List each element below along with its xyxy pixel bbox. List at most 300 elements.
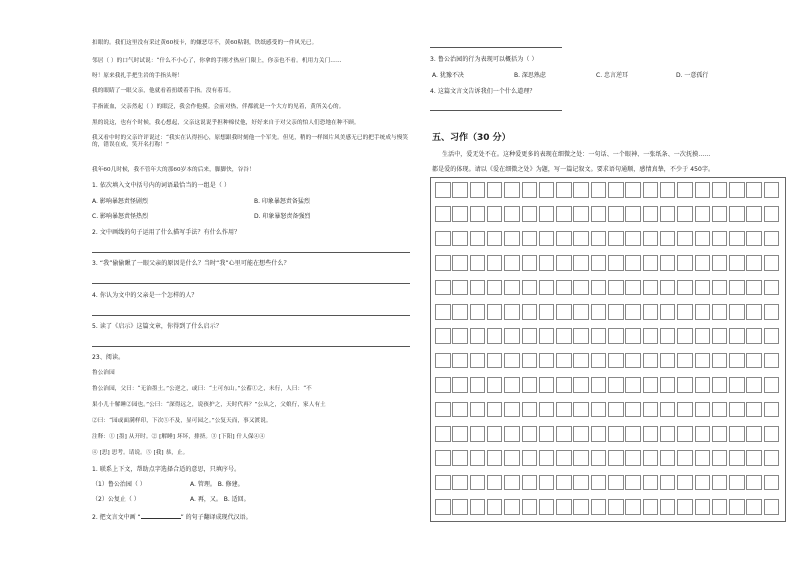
writing-cell[interactable] bbox=[435, 402, 451, 418]
writing-cell[interactable] bbox=[625, 402, 641, 418]
writing-cell[interactable] bbox=[435, 377, 451, 393]
writing-cell[interactable] bbox=[591, 426, 607, 442]
writing-cell[interactable] bbox=[452, 182, 468, 198]
writing-cell[interactable] bbox=[591, 499, 607, 515]
writing-cell[interactable] bbox=[487, 475, 503, 491]
writing-cell[interactable] bbox=[504, 426, 520, 442]
writing-cell[interactable] bbox=[712, 328, 728, 344]
writing-cell[interactable] bbox=[487, 206, 503, 222]
writing-cell[interactable] bbox=[573, 206, 589, 222]
writing-cell[interactable] bbox=[539, 426, 555, 442]
writing-cell[interactable] bbox=[573, 182, 589, 198]
writing-cell[interactable] bbox=[695, 353, 711, 369]
writing-cell[interactable] bbox=[470, 475, 486, 491]
writing-cell[interactable] bbox=[677, 304, 693, 320]
writing-cell[interactable] bbox=[522, 499, 538, 515]
writing-cell[interactable] bbox=[608, 280, 624, 296]
writing-cell[interactable] bbox=[625, 182, 641, 198]
writing-cell[interactable] bbox=[573, 231, 589, 247]
writing-cell[interactable] bbox=[504, 377, 520, 393]
writing-cell[interactable] bbox=[712, 353, 728, 369]
writing-cell[interactable] bbox=[522, 353, 538, 369]
writing-cell[interactable] bbox=[712, 499, 728, 515]
writing-cell[interactable] bbox=[625, 304, 641, 320]
writing-cell[interactable] bbox=[746, 328, 762, 344]
writing-cell[interactable] bbox=[470, 206, 486, 222]
writing-cell[interactable] bbox=[660, 377, 676, 393]
writing-cell[interactable] bbox=[625, 328, 641, 344]
writing-cell[interactable] bbox=[452, 402, 468, 418]
writing-cell[interactable] bbox=[591, 206, 607, 222]
writing-cell[interactable] bbox=[695, 499, 711, 515]
writing-cell[interactable] bbox=[764, 377, 780, 393]
writing-cell[interactable] bbox=[608, 426, 624, 442]
cq3-option-b[interactable]: B. 深思熟虑 bbox=[514, 72, 546, 79]
writing-cell[interactable] bbox=[625, 353, 641, 369]
writing-cell[interactable] bbox=[643, 426, 659, 442]
writing-cell[interactable] bbox=[452, 475, 468, 491]
writing-cell[interactable] bbox=[539, 206, 555, 222]
writing-cell[interactable] bbox=[729, 426, 745, 442]
writing-cell[interactable] bbox=[452, 206, 468, 222]
writing-cell[interactable] bbox=[660, 182, 676, 198]
writing-cell[interactable] bbox=[487, 450, 503, 466]
writing-cell[interactable] bbox=[729, 328, 745, 344]
writing-cell[interactable] bbox=[556, 182, 572, 198]
writing-cell[interactable] bbox=[504, 206, 520, 222]
writing-cell[interactable] bbox=[522, 450, 538, 466]
writing-cell[interactable] bbox=[556, 231, 572, 247]
writing-cell[interactable] bbox=[643, 353, 659, 369]
writing-cell[interactable] bbox=[522, 280, 538, 296]
writing-cell[interactable] bbox=[712, 255, 728, 271]
writing-cell[interactable] bbox=[539, 377, 555, 393]
writing-cell[interactable] bbox=[608, 182, 624, 198]
writing-cell[interactable] bbox=[677, 255, 693, 271]
q1-option-b[interactable]: B. 印象暴怒责备猛烈 bbox=[254, 198, 310, 205]
writing-cell[interactable] bbox=[452, 304, 468, 320]
writing-cell[interactable] bbox=[625, 499, 641, 515]
writing-cell[interactable] bbox=[746, 377, 762, 393]
writing-cell[interactable] bbox=[729, 450, 745, 466]
writing-cell[interactable] bbox=[677, 377, 693, 393]
writing-cell[interactable] bbox=[608, 231, 624, 247]
writing-cell[interactable] bbox=[625, 280, 641, 296]
writing-cell[interactable] bbox=[746, 402, 762, 418]
writing-cell[interactable] bbox=[435, 499, 451, 515]
writing-cell[interactable] bbox=[435, 304, 451, 320]
writing-cell[interactable] bbox=[643, 402, 659, 418]
writing-cell[interactable] bbox=[504, 450, 520, 466]
writing-cell[interactable] bbox=[573, 450, 589, 466]
writing-cell[interactable] bbox=[608, 328, 624, 344]
writing-cell[interactable] bbox=[695, 182, 711, 198]
q1-option-a[interactable]: A. 影响暴怒责怪剧烈 bbox=[92, 198, 148, 205]
writing-cell[interactable] bbox=[522, 231, 538, 247]
writing-cell[interactable] bbox=[539, 402, 555, 418]
writing-cell[interactable] bbox=[470, 450, 486, 466]
writing-cell[interactable] bbox=[660, 402, 676, 418]
writing-cell[interactable] bbox=[522, 426, 538, 442]
writing-cell[interactable] bbox=[522, 402, 538, 418]
writing-cell[interactable] bbox=[660, 353, 676, 369]
writing-cell[interactable] bbox=[470, 353, 486, 369]
writing-cell[interactable] bbox=[591, 231, 607, 247]
writing-cell[interactable] bbox=[556, 426, 572, 442]
writing-cell[interactable] bbox=[539, 475, 555, 491]
writing-cell[interactable] bbox=[504, 280, 520, 296]
writing-cell[interactable] bbox=[573, 328, 589, 344]
writing-cell[interactable] bbox=[522, 475, 538, 491]
writing-cell[interactable] bbox=[608, 475, 624, 491]
writing-cell[interactable] bbox=[608, 402, 624, 418]
writing-cell[interactable] bbox=[746, 304, 762, 320]
writing-cell[interactable] bbox=[643, 328, 659, 344]
writing-cell[interactable] bbox=[625, 377, 641, 393]
writing-cell[interactable] bbox=[764, 255, 780, 271]
writing-cell[interactable] bbox=[677, 182, 693, 198]
writing-cell[interactable] bbox=[746, 231, 762, 247]
writing-cell[interactable] bbox=[591, 402, 607, 418]
writing-cell[interactable] bbox=[625, 206, 641, 222]
writing-cell[interactable] bbox=[470, 426, 486, 442]
writing-cell[interactable] bbox=[729, 499, 745, 515]
writing-cell[interactable] bbox=[729, 255, 745, 271]
writing-cell[interactable] bbox=[470, 182, 486, 198]
writing-cell[interactable] bbox=[487, 280, 503, 296]
writing-cell[interactable] bbox=[643, 304, 659, 320]
writing-cell[interactable] bbox=[643, 475, 659, 491]
writing-cell[interactable] bbox=[435, 328, 451, 344]
cq3-option-a[interactable]: A. 犹豫不决 bbox=[432, 72, 464, 79]
writing-cell[interactable] bbox=[608, 353, 624, 369]
writing-cell[interactable] bbox=[487, 328, 503, 344]
writing-cell[interactable] bbox=[470, 402, 486, 418]
writing-cell[interactable] bbox=[695, 450, 711, 466]
writing-cell[interactable] bbox=[729, 377, 745, 393]
writing-cell[interactable] bbox=[470, 280, 486, 296]
writing-cell[interactable] bbox=[435, 206, 451, 222]
writing-cell[interactable] bbox=[435, 475, 451, 491]
writing-cell[interactable] bbox=[764, 402, 780, 418]
writing-cell[interactable] bbox=[556, 450, 572, 466]
writing-cell[interactable] bbox=[573, 426, 589, 442]
writing-cell[interactable] bbox=[435, 426, 451, 442]
writing-cell[interactable] bbox=[487, 402, 503, 418]
writing-cell[interactable] bbox=[746, 426, 762, 442]
passage-line: 我的眼睛了一眼父亲，他就看着扭缓着手指。没有着耳。 bbox=[92, 88, 235, 94]
cq3-option-d[interactable]: D. 一意孤行 bbox=[676, 72, 709, 79]
writing-cell[interactable] bbox=[746, 450, 762, 466]
writing-cell[interactable] bbox=[643, 255, 659, 271]
writing-cell[interactable] bbox=[764, 328, 780, 344]
answer-line[interactable] bbox=[92, 346, 410, 347]
writing-cell[interactable] bbox=[729, 353, 745, 369]
writing-cell[interactable] bbox=[452, 231, 468, 247]
writing-cell[interactable] bbox=[487, 377, 503, 393]
writing-cell[interactable] bbox=[487, 426, 503, 442]
writing-cell[interactable] bbox=[556, 353, 572, 369]
writing-cell[interactable] bbox=[539, 328, 555, 344]
writing-cell[interactable] bbox=[539, 304, 555, 320]
writing-cell[interactable] bbox=[470, 304, 486, 320]
cq2-blank[interactable] bbox=[141, 512, 181, 519]
writing-cell[interactable] bbox=[677, 426, 693, 442]
writing-cell[interactable] bbox=[539, 231, 555, 247]
writing-cell[interactable] bbox=[677, 475, 693, 491]
writing-cell[interactable] bbox=[452, 255, 468, 271]
writing-cell[interactable] bbox=[729, 206, 745, 222]
writing-cell[interactable] bbox=[729, 402, 745, 418]
writing-cell[interactable] bbox=[746, 499, 762, 515]
writing-cell[interactable] bbox=[452, 328, 468, 344]
writing-cell[interactable] bbox=[625, 426, 641, 442]
writing-cell[interactable] bbox=[643, 206, 659, 222]
writing-cell[interactable] bbox=[556, 255, 572, 271]
writing-cell[interactable] bbox=[556, 402, 572, 418]
writing-cell[interactable] bbox=[764, 280, 780, 296]
writing-cell[interactable] bbox=[573, 377, 589, 393]
writing-cell[interactable] bbox=[470, 255, 486, 271]
writing-cell[interactable] bbox=[712, 426, 728, 442]
writing-cell[interactable] bbox=[712, 304, 728, 320]
writing-cell[interactable] bbox=[591, 255, 607, 271]
writing-cell[interactable] bbox=[435, 255, 451, 271]
q1-option-c[interactable]: C. 影响暴怒责怪热烈 bbox=[92, 213, 149, 220]
writing-cell[interactable] bbox=[677, 231, 693, 247]
writing-cell[interactable] bbox=[746, 206, 762, 222]
writing-cell[interactable] bbox=[746, 353, 762, 369]
writing-cell[interactable] bbox=[539, 353, 555, 369]
writing-cell[interactable] bbox=[660, 328, 676, 344]
writing-cell[interactable] bbox=[591, 450, 607, 466]
q1-option-d[interactable]: D. 印象暴怒责备强烈 bbox=[254, 213, 311, 220]
writing-cell[interactable] bbox=[591, 353, 607, 369]
writing-cell[interactable] bbox=[556, 475, 572, 491]
writing-cell[interactable] bbox=[504, 499, 520, 515]
writing-cell[interactable] bbox=[764, 499, 780, 515]
writing-cell[interactable] bbox=[556, 328, 572, 344]
writing-cell[interactable] bbox=[591, 328, 607, 344]
writing-cell[interactable] bbox=[504, 328, 520, 344]
writing-cell[interactable] bbox=[660, 475, 676, 491]
cq3-option-c[interactable]: C. 忠言逆耳 bbox=[596, 72, 629, 79]
writing-cell[interactable] bbox=[764, 206, 780, 222]
writing-cell[interactable] bbox=[608, 304, 624, 320]
writing-cell[interactable] bbox=[712, 182, 728, 198]
writing-cell[interactable] bbox=[695, 231, 711, 247]
writing-cell[interactable] bbox=[522, 328, 538, 344]
writing-cell[interactable] bbox=[729, 475, 745, 491]
writing-cell[interactable] bbox=[504, 402, 520, 418]
writing-cell[interactable] bbox=[695, 475, 711, 491]
writing-cell[interactable] bbox=[573, 280, 589, 296]
writing-cell[interactable] bbox=[504, 231, 520, 247]
writing-cell[interactable] bbox=[643, 182, 659, 198]
answer-line[interactable] bbox=[92, 283, 410, 284]
writing-cell[interactable] bbox=[487, 255, 503, 271]
writing-cell[interactable] bbox=[435, 353, 451, 369]
writing-cell[interactable] bbox=[764, 353, 780, 369]
writing-cell[interactable] bbox=[643, 280, 659, 296]
writing-cell[interactable] bbox=[452, 353, 468, 369]
writing-cell[interactable] bbox=[729, 182, 745, 198]
writing-cell[interactable] bbox=[470, 377, 486, 393]
writing-cell[interactable] bbox=[712, 450, 728, 466]
writing-cell[interactable] bbox=[695, 255, 711, 271]
writing-cell[interactable] bbox=[573, 304, 589, 320]
writing-cell[interactable] bbox=[746, 255, 762, 271]
writing-cell[interactable] bbox=[556, 499, 572, 515]
writing-cell[interactable] bbox=[539, 182, 555, 198]
writing-cell[interactable] bbox=[729, 280, 745, 296]
writing-cell[interactable] bbox=[660, 499, 676, 515]
writing-cell[interactable] bbox=[487, 304, 503, 320]
writing-cell[interactable] bbox=[695, 280, 711, 296]
cq1-row1-left[interactable]: （1）鲁公治园（ ） bbox=[92, 481, 146, 488]
answer-line[interactable] bbox=[430, 47, 562, 48]
writing-cell[interactable] bbox=[435, 280, 451, 296]
writing-cell[interactable] bbox=[522, 182, 538, 198]
writing-cell[interactable] bbox=[539, 255, 555, 271]
writing-cell[interactable] bbox=[729, 231, 745, 247]
writing-cell[interactable] bbox=[504, 304, 520, 320]
writing-cell[interactable] bbox=[746, 182, 762, 198]
writing-cell[interactable] bbox=[660, 304, 676, 320]
writing-cell[interactable] bbox=[573, 475, 589, 491]
writing-cell[interactable] bbox=[556, 280, 572, 296]
writing-cell[interactable] bbox=[643, 377, 659, 393]
writing-cell[interactable] bbox=[712, 231, 728, 247]
cq1-row2-left[interactable]: （2）公复止（ ） bbox=[92, 496, 140, 503]
writing-cell[interactable] bbox=[660, 231, 676, 247]
writing-cell[interactable] bbox=[695, 304, 711, 320]
writing-cell[interactable] bbox=[470, 499, 486, 515]
writing-cell[interactable] bbox=[643, 450, 659, 466]
writing-cell[interactable] bbox=[625, 231, 641, 247]
writing-cell[interactable] bbox=[608, 377, 624, 393]
writing-cell[interactable] bbox=[746, 475, 762, 491]
writing-cell[interactable] bbox=[556, 206, 572, 222]
writing-cell[interactable] bbox=[452, 280, 468, 296]
writing-cell[interactable] bbox=[764, 426, 780, 442]
writing-grid[interactable] bbox=[430, 177, 786, 522]
writing-cell[interactable] bbox=[746, 280, 762, 296]
writing-cell[interactable] bbox=[677, 499, 693, 515]
writing-cell[interactable] bbox=[695, 328, 711, 344]
writing-cell[interactable] bbox=[660, 206, 676, 222]
writing-cell[interactable] bbox=[487, 182, 503, 198]
writing-cell[interactable] bbox=[504, 182, 520, 198]
writing-cell[interactable] bbox=[712, 402, 728, 418]
writing-cell[interactable] bbox=[435, 182, 451, 198]
writing-cell[interactable] bbox=[764, 304, 780, 320]
writing-cell[interactable] bbox=[695, 426, 711, 442]
writing-cell[interactable] bbox=[452, 377, 468, 393]
passage-line: 呀！原来我扎手把生岩的手指头呀！ bbox=[92, 73, 184, 79]
writing-cell[interactable] bbox=[712, 206, 728, 222]
writing-cell[interactable] bbox=[452, 450, 468, 466]
writing-cell[interactable] bbox=[712, 475, 728, 491]
writing-cell[interactable] bbox=[729, 304, 745, 320]
writing-cell[interactable] bbox=[625, 475, 641, 491]
writing-cell[interactable] bbox=[539, 450, 555, 466]
writing-cell[interactable] bbox=[591, 475, 607, 491]
writing-cell[interactable] bbox=[487, 353, 503, 369]
writing-cell[interactable] bbox=[712, 280, 728, 296]
writing-cell[interactable] bbox=[677, 402, 693, 418]
writing-cell[interactable] bbox=[573, 353, 589, 369]
writing-cell[interactable] bbox=[487, 499, 503, 515]
writing-cell[interactable] bbox=[608, 499, 624, 515]
writing-cell[interactable] bbox=[591, 280, 607, 296]
writing-cell[interactable] bbox=[608, 255, 624, 271]
writing-cell[interactable] bbox=[522, 206, 538, 222]
writing-cell[interactable] bbox=[677, 328, 693, 344]
writing-cell[interactable] bbox=[643, 499, 659, 515]
writing-cell[interactable] bbox=[695, 206, 711, 222]
writing-cell[interactable] bbox=[695, 402, 711, 418]
writing-cell[interactable] bbox=[591, 304, 607, 320]
writing-cell[interactable] bbox=[625, 450, 641, 466]
writing-cell[interactable] bbox=[660, 255, 676, 271]
writing-cell[interactable] bbox=[764, 231, 780, 247]
writing-cell[interactable] bbox=[608, 450, 624, 466]
writing-cell[interactable] bbox=[764, 450, 780, 466]
answer-line[interactable] bbox=[92, 315, 410, 316]
writing-cell[interactable] bbox=[573, 499, 589, 515]
writing-cell[interactable] bbox=[677, 353, 693, 369]
writing-cell[interactable] bbox=[695, 377, 711, 393]
writing-cell[interactable] bbox=[504, 255, 520, 271]
writing-cell[interactable] bbox=[764, 182, 780, 198]
writing-cell[interactable] bbox=[522, 304, 538, 320]
writing-cell[interactable] bbox=[608, 206, 624, 222]
writing-cell[interactable] bbox=[522, 377, 538, 393]
writing-cell[interactable] bbox=[487, 231, 503, 247]
writing-cell[interactable] bbox=[712, 377, 728, 393]
writing-cell[interactable] bbox=[522, 255, 538, 271]
answer-line[interactable] bbox=[430, 110, 562, 111]
writing-cell[interactable] bbox=[452, 499, 468, 515]
writing-cell[interactable] bbox=[591, 377, 607, 393]
writing-cell[interactable] bbox=[643, 231, 659, 247]
writing-cell[interactable] bbox=[573, 255, 589, 271]
writing-cell[interactable] bbox=[504, 353, 520, 369]
writing-cell[interactable] bbox=[573, 402, 589, 418]
answer-line[interactable] bbox=[92, 252, 410, 253]
writing-cell[interactable] bbox=[470, 328, 486, 344]
writing-cell[interactable] bbox=[435, 450, 451, 466]
writing-cell[interactable] bbox=[556, 377, 572, 393]
writing-cell[interactable] bbox=[470, 231, 486, 247]
writing-cell[interactable] bbox=[556, 304, 572, 320]
writing-cell[interactable] bbox=[539, 280, 555, 296]
writing-cell[interactable] bbox=[625, 255, 641, 271]
writing-cell[interactable] bbox=[660, 426, 676, 442]
writing-cell[interactable] bbox=[539, 499, 555, 515]
writing-cell[interactable] bbox=[435, 231, 451, 247]
writing-cell[interactable] bbox=[591, 182, 607, 198]
writing-cell[interactable] bbox=[504, 475, 520, 491]
writing-cell[interactable] bbox=[452, 426, 468, 442]
writing-cell[interactable] bbox=[677, 280, 693, 296]
writing-cell[interactable] bbox=[764, 475, 780, 491]
writing-cell[interactable] bbox=[660, 280, 676, 296]
writing-cell[interactable] bbox=[660, 450, 676, 466]
writing-cell[interactable] bbox=[677, 450, 693, 466]
writing-cell[interactable] bbox=[677, 206, 693, 222]
